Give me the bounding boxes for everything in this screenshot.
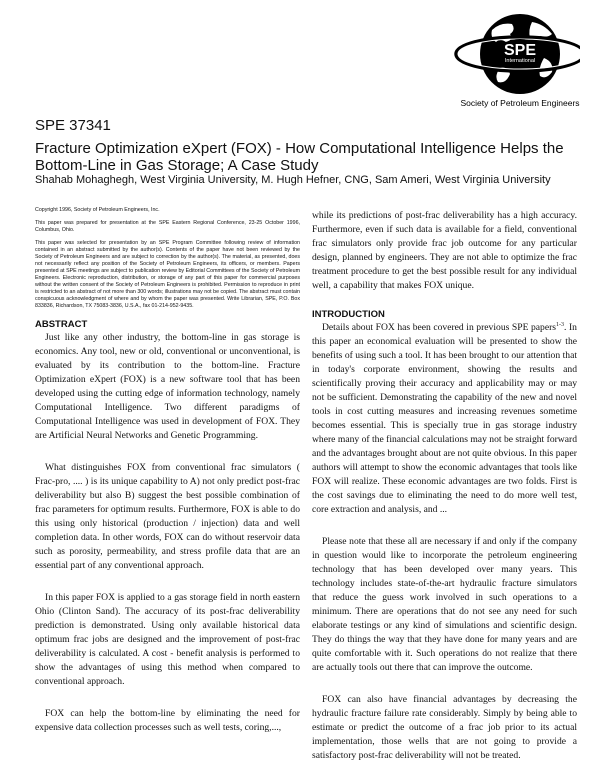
introduction-paragraph-3: FOX can also have financial advantages by decreasing the hydraulic fracture failure rate considerably. Simply by being able to estimate or predict the outcome of a frac job prior to its actual implementation, those wells that are not going to provide a satisfactory post-frac deliverability will not be treated.: [312, 694, 577, 761]
abstract-paragraph-2: What distinguishes FOX from conventional frac simulators ( Frac-pro, .... ) is its unique capability to A) not only predict post-frac deliverability but also B) suggest the best possible combination of frac parameters for optimum results. Furthermore, FOX is able to do this using only historical (production / injection) data and well completion data. In other words, FOX can do without reservoir data such as porosity, permeability, and stress profile data that are an essential part of any conventional approach.: [35, 462, 300, 571]
abstract-continuation: while its predictions of post-frac deliverability has a high accuracy. Furthermore, even if such data is available for a field, conventional frac simulators only provide frac job outcome for any particular design, planned by engineers. They are not able to optimize the frac treatment procedure to get the best possible result for any individual well, a capability that makes FOX unique.: [312, 210, 577, 291]
paper-title: Fracture Optimization eXpert (FOX) - How Computational Intelligence Helps the Bottom-Line in Gas Storage; A Case Study: [35, 140, 564, 174]
selection-notice: This paper was selected for presentation by an SPE Program Committee following review of information contained in an abstract submitted by the author(s). Contents of the paper have not been reviewed by the Society of Petroleum Engineers and are subject to correction by the author(s). The material, as presented, does not necessarily reflect any position of the Society of Petroleum Engineers, its officers, or members. Papers presented at SPE meetings are subject to publication review by Editorial Committees of the Society of Petroleum Engineers. Electronic reproduction, distribution, or storage of any part of this paper for commercial purposes without the written consent of the Society of Petroleum Engineers is prohibited. Permission to reproduce in print is restricted to an abstract of not more than 300 words; illustrations may not be copied. The abstract must contain conspicuous acknowledgment of where and by whom the paper was presented. Write Librarian, SPE, P.O. Box 833836, Richardson, TX 75083-3836, U.S.A., fax 01-214-952-9435.: [35, 240, 300, 309]
right-column: [312, 209, 577, 775]
introduction-paragraph-2: Please note that these all are necessary if and only if the company in question would like to incorporate the petroleum engineering technology that has been developed over many years. This technology includes state-of-the-art hydraulic fracture simulators that reduce the guess work involved in such operations to a minimum. There are operations that do not see any need for such elaborate testings or any kind of simulations and scientific design. They do things the way that they have done for many years and are quite comfortable with it. Such operations do not realize that there are actually tools out there that can improve the outcome.: [312, 536, 577, 673]
intro-p1-rest: . In this paper an economical evaluation will be presented to show the benefits of using such a tool. It has been brought to our attention that in today's corporate environment, showing the results and scientifically proving their accuracy and applicability may or may not be sufficient. Demonstrating the capability of the new and novel tools in cost cutting measures and increasing revenues sometime becomes essential. This is specially true in gas storage industry where many of the financial calculations may not be straight forward and the advantages brought about are not quite obvious. In this paper authors will attempt to show the economic advantages that tools like FOX will realize. These economic advantages are two folds. First is the cost savings due to eliminating the need to do more well test, core extraction and analysis, and ...: [312, 322, 577, 515]
spe-logo-sub: International: [504, 58, 536, 64]
copyright-notice: Copyright 1996, Society of Petroleum Engineers, Inc.: [35, 207, 160, 213]
introduction-heading: INTRODUCTION: [312, 309, 385, 320]
introduction-paragraph-1: [312, 321, 577, 517]
abstract-paragraph-3: In this paper FOX is applied to a gas storage field in north eastern Ohio (Clinton Sand). The accuracy of its post-frac deliverability prediction is demonstrated. Using only available historical data optimum frac jobs are designed and the improvement of post-frac deliverability is calculated. A cost - benefit analysis is performed to show the advantages of using this method when compared to conventional approach.: [35, 592, 300, 687]
abstract-heading: ABSTRACT: [35, 319, 88, 330]
reference-superscript: 1-3: [556, 321, 565, 328]
intro-p1-start: Details about FOX has been covered in previous SPE papers: [322, 322, 557, 333]
abstract-paragraph-1: Just like any other industry, the bottom-line in gas storage is economics. Any tool, new or old, conventional or unconventional, is evaluated by its contribution to the bottom-line. Fracture Optimization eXpert (FOX) is a new software tool that has been developed using the cutting edge of information technology, namely Computational Intelligence. Two different paradigms of Computational Intelligence was used in development of FOX. They are Artificial Neural Networks and Genetic Programming.: [35, 332, 300, 441]
spe-logo-name: SPE: [503, 42, 537, 59]
authors-line: Shahab Mohaghegh, West Virginia University, M. Hugh Hefner, CNG, Sam Ameri, West Virginia University: [35, 174, 551, 186]
paper-id: SPE 37341: [35, 117, 111, 134]
presentation-notice: This paper was prepared for presentation at the SPE Eastern Regional Conference, 23-25 October 1996, Columbus, Ohio.: [35, 220, 300, 233]
spe-logo-org: Society of Petroleum Engineers: [460, 98, 580, 108]
abstract-paragraph-4: FOX can help the bottom-line by eliminating the need for expensive data collection processes such as well tests, coring,...,: [35, 708, 300, 733]
spe-logo: [440, 8, 580, 110]
spe-logo-graphic: [440, 8, 580, 110]
left-column: [35, 207, 300, 747]
